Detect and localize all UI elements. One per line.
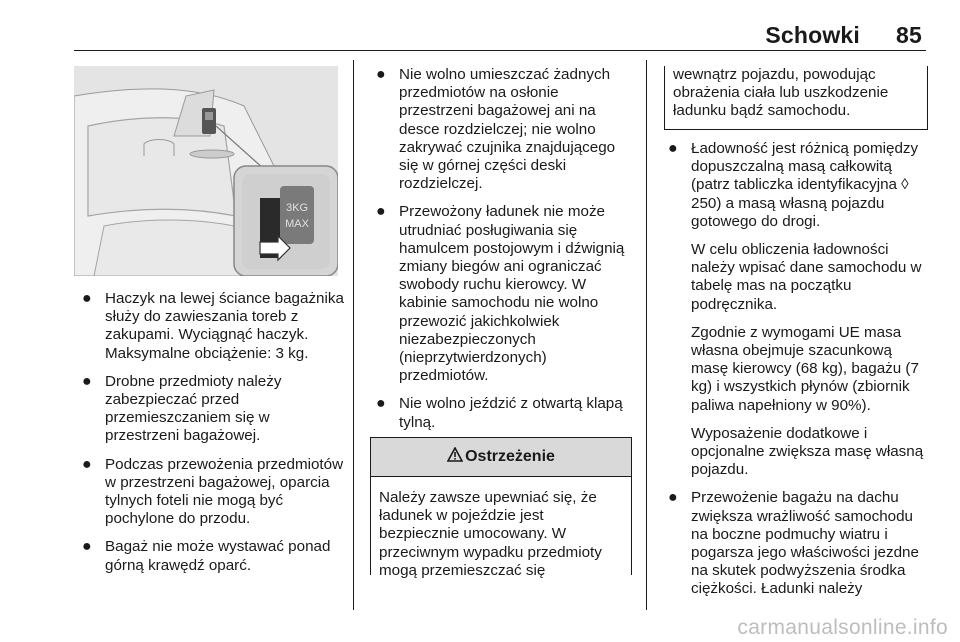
page-header	[765, 22, 922, 49]
page-title: Schowki	[765, 22, 861, 48]
list-item: ● Przewożony ładunek nie może utrudniać posługiwania się hamulcem postojowym i dźwignią zmiany biegów ani ograniczać swobody ruchu kierowcy. W kabinie samochodu nie wolno przewozić jakichkolwiek niezabezpieczonych (nieprzytwierdzonych) przedmiotów.	[376, 203, 625, 385]
bullet-icon: ●	[82, 290, 92, 307]
list-item: ● Bagaż nie może wystawać ponad górną krawędź oparć.	[82, 538, 331, 574]
paragraph: Zgodnie z wymogami UE masa własna obejmuje szacunkową masę kierowcy (68 kg), bagażu (7 kg) i wszystkich płynów (zbiornik paliwa napełniony w 90%).	[691, 323, 919, 414]
warning-box	[370, 437, 632, 579]
list-item: ● Nie wolno umieszczać żadnych przedmiotów na osłonie przestrzeni bagażowej ani na desce rozdzielczej; nie wolno zakrywać czujnika znajdującego się w górnej części deski rozdzielczej.	[376, 66, 616, 193]
warning-continued-text: wewnątrz pojazdu, powodując obrażenia ciała lub uszkodzenie ładunku bądź samochodu.	[673, 66, 889, 120]
warning-triangle-icon	[447, 447, 463, 467]
middle-column	[376, 66, 636, 442]
hook-label-max: MAX	[285, 218, 309, 230]
right-column	[668, 140, 930, 609]
watermark: carmanualsonline.info	[737, 616, 948, 639]
bullet-icon: ●	[376, 203, 386, 221]
warning-title: Ostrzeżenie	[465, 448, 555, 465]
header-rule	[74, 50, 926, 51]
warning-continued-box	[664, 66, 928, 130]
trunk-hook-figure	[74, 66, 338, 276]
list-item: ● Przewożenie bagażu na dachu zwiększa wrażliwość samochodu na boczne podmuchy wiatru i pogarsza jego właściwości jezdne na skutek podwyższenia środka ciężkości. Ładunki należy	[668, 489, 919, 598]
list-item: ● Ładowność jest różnicą pomiędzy dopuszczalną masą całkowitą (patrz tabliczka identyfikacyjna ◊ 250) a masą własną pojazdu gotowego do drogi.	[668, 140, 919, 230]
bullet-icon: ●	[376, 66, 386, 83]
warning-header	[371, 438, 631, 477]
page-number: 85	[896, 22, 922, 48]
list-item: ● Podczas przewożenia przedmiotów w przestrzeni bagażowej, oparcia tylnych foteli nie mogą być pochylone do przodu.	[82, 455, 344, 528]
left-column	[82, 290, 344, 585]
bullet-icon: ●	[376, 395, 386, 413]
bullet-icon: ●	[668, 140, 678, 157]
list-item: ● Haczyk na lewej ściance bagażnika służy do zawieszania toreb z zakupami. Wyciągnąć haczyk. Maksymalne obciążenie: 3 kg.	[82, 290, 344, 362]
list-item: ● Nie wolno jeździć z otwartą klapą tylną.	[376, 395, 623, 431]
paragraph: W celu obliczenia ładowności należy wpisać dane samochodu w tabelę mas na początku podręcznika.	[691, 241, 922, 313]
bullet-icon: ●	[82, 372, 92, 390]
list-item: ● Drobne przedmioty należy zabezpieczać przed przemieszczaniem się w przestrzeni bagażowej.	[82, 372, 282, 445]
column-divider-right	[646, 60, 647, 610]
bullet-icon: ●	[82, 538, 92, 556]
paragraph: Wyposażenie dodatkowe i opcjonalne zwiększa masę własną pojazdu.	[691, 424, 924, 479]
bullet-icon: ●	[668, 489, 678, 507]
luggage-hook-illustration	[74, 66, 338, 276]
column-divider-left	[353, 60, 354, 610]
hook-label-3kg: 3KG	[285, 202, 309, 214]
bullet-icon: ●	[82, 455, 92, 473]
warning-body: Należy zawsze upewniać się, że ładunek w pojeździe jest bezpiecznie umocowany. W przeciwnym wypadku przedmioty mogą przemieszczać się	[379, 489, 602, 579]
